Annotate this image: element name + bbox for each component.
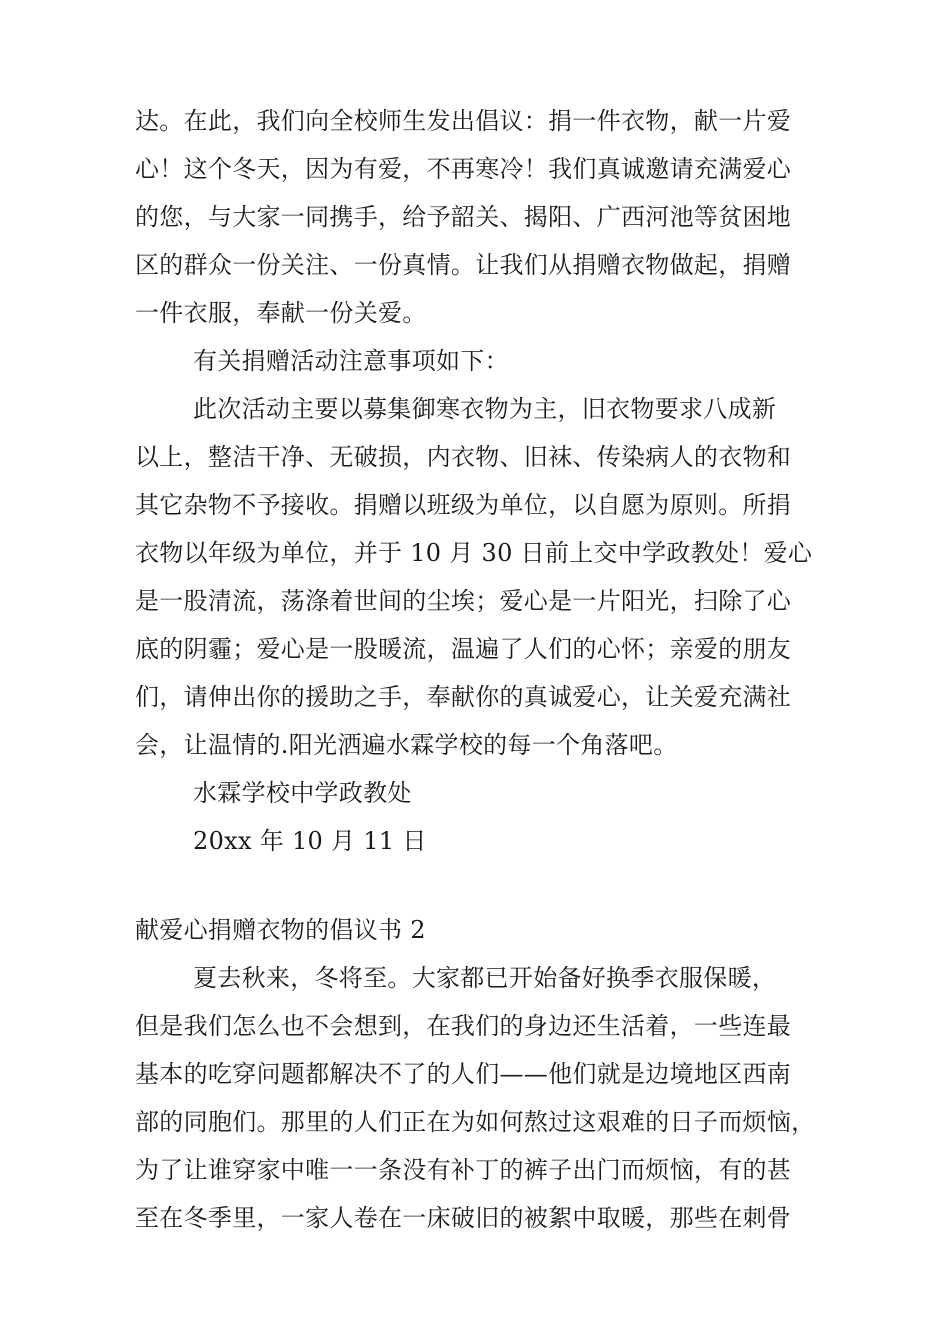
paragraph-line: 此次活动主要以募集御寒衣物为主，旧衣物要求八成新 bbox=[193, 395, 777, 423]
paragraph-line: 是一股清流，荡涤着世间的尘埃；爱心是一片阳光，扫除了心 bbox=[135, 587, 792, 615]
paragraph-line: 会，让温情的.阳光洒遍水霖学校的每一个角落吧。 bbox=[135, 731, 678, 759]
notice-heading: 有关捐赠活动注意事项如下： bbox=[193, 347, 509, 375]
paragraph-line: 至在冬季里，一家人卷在一床破旧的被絮中取暖，那些在刺骨 bbox=[135, 1204, 792, 1232]
paragraph-line: 达。在此，我们向全校师生发出倡议：捐一件衣物，献一片爱 bbox=[135, 107, 792, 135]
section-title: 献爱心捐赠衣物的倡议书 2 bbox=[135, 916, 426, 944]
date: 20xx 年 10 月 11 日 bbox=[193, 827, 427, 855]
paragraph-line: 们，请伸出你的援助之手，奉献你的真诚爱心，让关爱充满社 bbox=[135, 683, 792, 711]
paragraph-line: 一件衣服，奉献一份关爱。 bbox=[135, 299, 427, 327]
paragraph-line: 夏去秋来，冬将至。大家都已开始备好换季衣服保暖， bbox=[193, 964, 777, 992]
paragraph-line: 但是我们怎么也不会想到，在我们的身边还生活着，一些连最 bbox=[135, 1012, 792, 1040]
paragraph-line: 区的群众一份关注、一份真情。让我们从捐赠衣物做起，捐赠 bbox=[135, 251, 792, 279]
paragraph-line: 底的阴霾；爱心是一股暖流，温遍了人们的心怀；亲爱的朋友 bbox=[135, 635, 792, 663]
paragraph-line: 的您，与大家一同携手，给予韶关、揭阳、广西河池等贫困地 bbox=[135, 203, 792, 231]
paragraph-line: 心！这个冬天，因为有爱，不再寒冷！我们真诚邀请充满爱心 bbox=[135, 155, 792, 183]
paragraph-line: 其它杂物不予接收。捐赠以班级为单位，以自愿为原则。所捐 bbox=[135, 491, 792, 519]
paragraph-line: 以上，整洁干净、无破损，内衣物、旧袜、传染病人的衣物和 bbox=[135, 443, 792, 471]
paragraph-line: 部的同胞们。那里的人们正在为如何熬过这艰难的日子而烦恼， bbox=[135, 1108, 816, 1136]
paragraph-line: 为了让谁穿家中唯一一条没有补丁的裤子出门而烦恼，有的甚 bbox=[135, 1156, 792, 1184]
signature: 水霖学校中学政教处 bbox=[193, 779, 412, 807]
paragraph-line: 基本的吃穿问题都解决不了的人们——他们就是边境地区西南 bbox=[135, 1060, 792, 1088]
paragraph-line: 衣物以年级为单位，并于 10 月 30 日前上交中学政教处！爱心 bbox=[135, 539, 813, 567]
